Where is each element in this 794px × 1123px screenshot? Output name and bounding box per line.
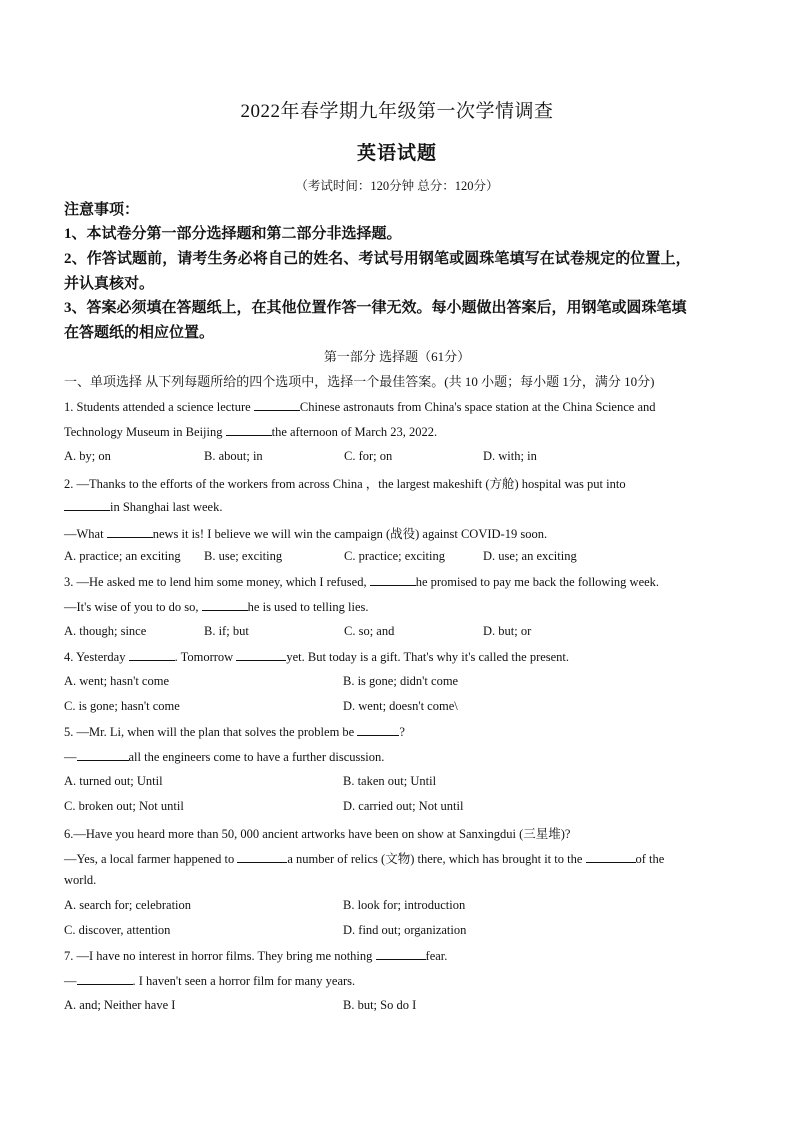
question-3-option-b: B. if; but: [204, 624, 249, 638]
answer-blank: [357, 724, 399, 736]
notice-item-3b: 在答题纸的相应位置。: [64, 325, 215, 341]
question-7-option-a: A. and; Neither have I: [64, 998, 176, 1012]
question-7-line-1: 7. —I have no interest in horror films. They bring me nothing fear.: [64, 949, 448, 963]
notice-item-2a: 2、作答试题前，请考生务必将自己的姓名、考试号用钢笔或圆珠笔填写在试卷规定的位置上，: [64, 251, 691, 267]
question-2-line-3: —What news it is! I believe we will win the campaign (战役) against COVID-19 soon.: [64, 527, 548, 541]
answer-blank: [376, 948, 426, 960]
question-4-option-d: D. went; doesn't come\: [343, 699, 458, 713]
question-1-option-d: D. with; in: [483, 449, 537, 463]
question-6-option-a: A. search for; celebration: [64, 898, 192, 912]
question-2-option-c: C. practice; exciting: [344, 549, 446, 563]
section-one-heading: 一、单项选择 从下列每题所给的四个选项中，选择一个最佳答案。(共 10 小题；每小题 1分，满分 10分): [64, 374, 655, 389]
question-2-option-d: D. use; an exciting: [483, 549, 577, 563]
exam-subject: 英语试题: [356, 143, 437, 164]
answer-blank: [370, 574, 416, 586]
question-4-option-b: B. is gone; didn't come: [343, 674, 459, 688]
question-6-line-1: 6.—Have you heard more than 50, 000 ancient artworks have been on show at Sanxingdui (三星堆)?: [64, 827, 571, 841]
question-4-line-1: 4. Yesterday . Tomorrow yet. But today is a gift. That's why it's called the present.: [64, 650, 570, 664]
answer-blank: [77, 973, 133, 985]
question-6-option-b: B. look for; introduction: [343, 898, 466, 912]
notice-heading: 注意事项：: [64, 202, 140, 218]
question-6-line-3: world.: [64, 873, 97, 887]
question-5-line-2: — all the engineers come to have a further discussion.: [64, 750, 385, 764]
question-5-option-a: A. turned out; Until: [64, 774, 163, 788]
notice-item-3a: 3、答案必须填在答题纸上，在其他位置作答一律无效。每小题做出答案后，用钢笔或圆珠笔填: [64, 300, 687, 316]
answer-blank: [226, 424, 272, 436]
exam-title: 2022年春学期九年级第一次学情调查: [240, 101, 554, 122]
question-4-option-a: A. went; hasn't come: [64, 674, 170, 688]
answer-blank: [107, 526, 153, 538]
question-5-line-1: 5. —Mr. Li, when will the plan that solves the problem be ?: [64, 725, 405, 739]
answer-blank: [237, 851, 287, 863]
exam-info: （考试时间：120分钟 总分：120分）: [295, 179, 499, 193]
answer-blank: [236, 649, 286, 661]
answer-blank: [129, 649, 175, 661]
answer-blank: [64, 499, 110, 511]
question-7-line-2: — . I haven't seen a horror film for many years.: [64, 974, 356, 988]
question-3-line-2: —It's wise of you to do so, he is used to telling lies.: [64, 600, 369, 614]
notice-item-2b: 并认真核对。: [64, 276, 155, 292]
question-5-option-b: B. taken out; Until: [343, 774, 437, 788]
question-6-line-2: —Yes, a local farmer happened to a number of relics (文物) there, which has brought it to the of the: [64, 852, 665, 866]
question-5-option-c: C. broken out; Not until: [64, 799, 184, 813]
answer-blank: [202, 599, 248, 611]
question-1-line-2: Technology Museum in Beijing the afternoon of March 23, 2022.: [64, 425, 438, 439]
question-4-option-c: C. is gone; hasn't come: [64, 699, 180, 713]
question-3-option-d: D. but; or: [483, 624, 532, 638]
question-6-option-d: D. find out; organization: [343, 923, 467, 937]
question-2-line-2: in Shanghai last week.: [64, 499, 734, 515]
question-1-option-c: C. for; on: [344, 449, 393, 463]
question-3-option-a: A. though; since: [64, 624, 147, 638]
question-5-option-d: D. carried out; Not until: [343, 799, 464, 813]
question-2-option-b: B. use; exciting: [204, 549, 283, 563]
answer-blank: [77, 749, 129, 761]
question-1-option-b: B. about; in: [204, 449, 263, 463]
question-6-option-c: C. discover, attention: [64, 923, 171, 937]
question-2-line-1: 2. —Thanks to the efforts of the workers from across China ，the largest makeshift (方舱) hospital was put into: [64, 477, 626, 491]
question-7-option-b: B. but; So do I: [343, 998, 417, 1012]
answer-blank: [254, 399, 300, 411]
question-1-option-a: A. by; on: [64, 449, 111, 463]
answer-blank: [586, 851, 636, 863]
notice-item-1: 1、本试卷分第一部分选择题和第二部分非选择题。: [64, 226, 402, 242]
question-1-line-1: 1. Students attended a science lecture Chinese astronauts from China's space station at the China Science and: [64, 400, 656, 414]
question-3-line-1: 3. —He asked me to lend him some money, which I refused, he promised to pay me back the following week.: [64, 575, 660, 589]
question-2-option-a: A. practice; an exciting: [64, 549, 181, 563]
part-one-title: 第一部分 选择题（61分）: [323, 349, 471, 364]
question-3-option-c: C. so; and: [344, 624, 395, 638]
